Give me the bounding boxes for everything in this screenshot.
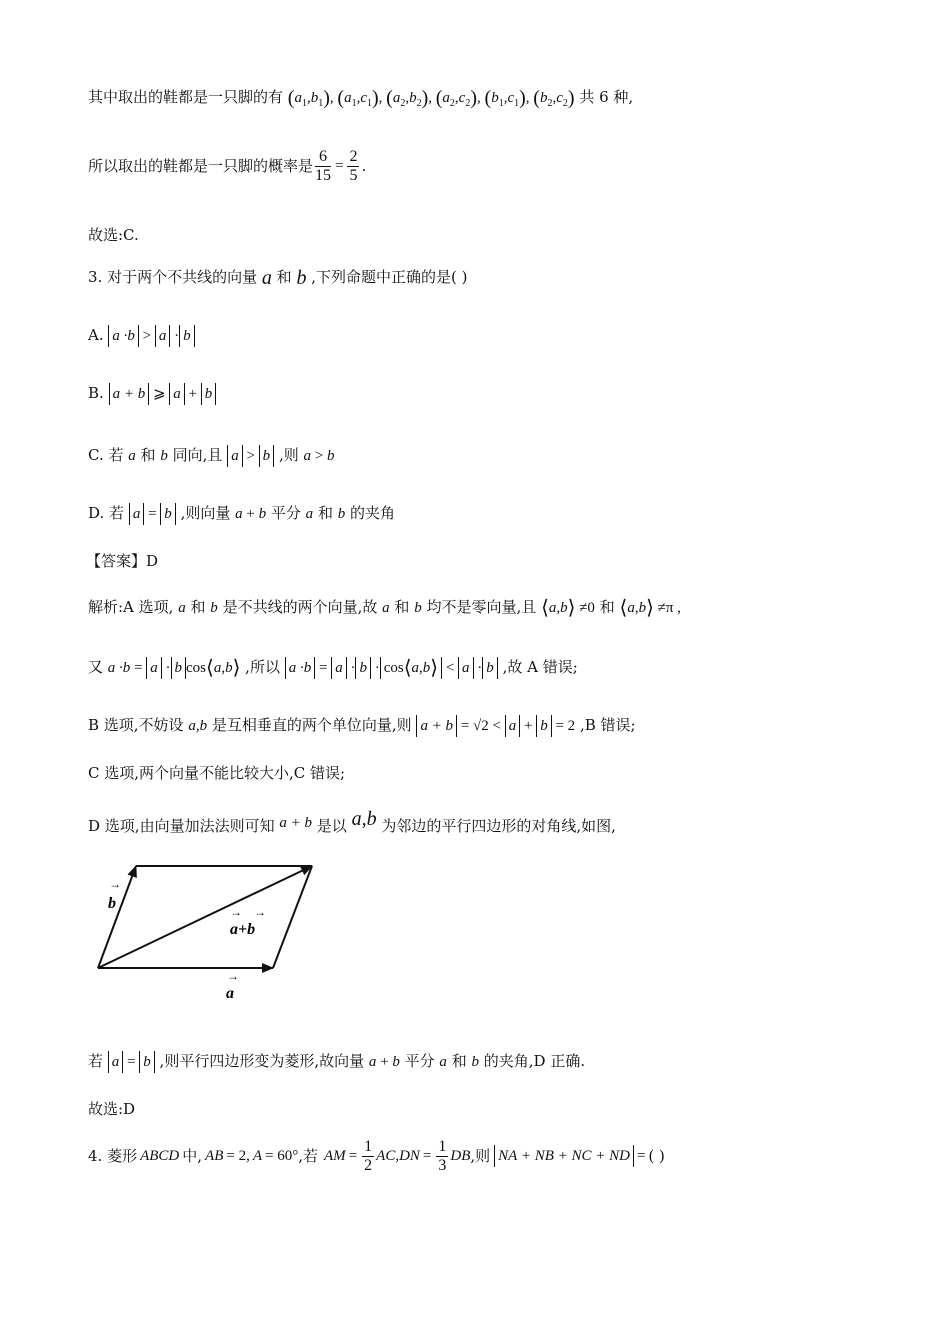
explain-text: 为邻边的平行四边形的对角线,如图, — [381, 817, 616, 835]
conjunction: 和 — [451, 1052, 467, 1070]
explain-text: 是不共线的两个向量,故 — [222, 598, 378, 616]
explanation-c: C 选项,两个向量不能比较大小,C 错误; — [88, 764, 346, 782]
abs-b: b — [179, 325, 195, 347]
fraction-6-15 — [315, 148, 331, 185]
explain-text: 的夹角,D 正确. — [483, 1052, 586, 1070]
explain-text: 是以 — [316, 817, 347, 835]
abs-a-plus-b: a + b — [109, 383, 150, 405]
shoe-pairs — [287, 87, 575, 109]
explain-text: 解析:A 选项, — [88, 598, 174, 616]
explain-text: ,故 A 错误; — [502, 658, 578, 676]
probability-line: 所以取出的鞋都是一只脚的概率是 $\frac{6}{15}$ = $\frac{2}{5}$ . — [88, 147, 367, 184]
parallelogram-figure — [88, 852, 348, 1012]
shoe-pair: $(a_2,b_2)$, — [386, 87, 436, 109]
svg-text:→: → — [109, 877, 121, 891]
choice-c-text: 故选:C. — [88, 226, 139, 244]
counting-line — [88, 86, 633, 115]
answer-label: 【答案】D — [86, 552, 159, 570]
explain-text: ,B 错误; — [579, 716, 636, 734]
explain-text: ,则平行四边形变为菱形,故向量 — [159, 1052, 365, 1070]
period: . — [361, 157, 367, 175]
question-4-stem: 4. 菱形 — [88, 1147, 138, 1165]
explain-text: 若 — [88, 1052, 104, 1070]
abs-a: a — [155, 325, 171, 347]
question-3 — [88, 266, 467, 289]
answer-blank: ( ) — [648, 1147, 665, 1165]
option-c-label: C. 若 — [88, 446, 124, 464]
conjunction: 和 — [317, 504, 333, 522]
explain-text: D 选项,由向量加法法则可知 — [88, 817, 275, 835]
probability-intro: 所以取出的鞋都是一只脚的概率是 — [88, 157, 314, 175]
abs-b: b — [201, 383, 217, 405]
choice-d-text: 故选:D — [88, 1100, 136, 1118]
question-4: 4. 菱形 ABCD 中, AB = 2, A = 60° ,若 AM = $\frac{1}{2}$ AC , DN = $\frac{1}{3}$ DB ,则 NA + NB + NC + ND = ( ) — [88, 1137, 665, 1174]
option-c: C. 若 a 和 b 同向,且 a > b ,则 a > b — [88, 444, 334, 467]
option-b: B. a + b ⩾ a + b — [88, 382, 216, 405]
explain-text: ,则 — [470, 1147, 491, 1165]
option-d: D. 若 a = b ,则向量 a + b 平分 a 和 b 的夹角 — [88, 502, 395, 525]
explain-text: ,所以 — [245, 658, 280, 676]
vector-b: b — [296, 267, 307, 289]
option-d-bisect: 平分 — [270, 504, 301, 522]
explanation-b: B 选项,不妨设 a,b 是互相垂直的两个单位向量,则 a + b = √2 < a + b = 2 ,B 错误; — [88, 714, 636, 737]
option-d-text: ,则向量 — [180, 504, 231, 522]
conjunction: 和 — [140, 446, 156, 464]
explanation-a-1: 解析:A 选项, a 和 b 是不共线的两个向量,故 a 和 b 均不是零向量,且 ⟨a,b⟩ ≠0 和 ⟨a,b⟩ ≠π , — [88, 597, 681, 619]
option-a-label: A. — [88, 326, 104, 344]
explain-text: 均不是零向量,且 — [426, 598, 537, 616]
label-a-plus-b: a+b — [230, 921, 256, 938]
counting-total: 共 6 种, — [579, 88, 634, 106]
option-d-angle: 的夹角 — [350, 504, 396, 522]
explanation-d-2: 若 a = b ,则平行四边形变为菱形,故向量 a + b 平分 a 和 b 的夹角,D 正确. — [88, 1050, 585, 1073]
option-c-text: 同向,且 — [172, 446, 223, 464]
option-a: A. a ·b > a · b — [88, 324, 195, 347]
conjunction: 和 — [394, 598, 410, 616]
numerator: 6 — [315, 148, 331, 167]
explain-text: B 选项,不妨设 — [88, 716, 184, 734]
label-b: b — [108, 895, 116, 912]
option-d-label: D. 若 — [88, 504, 125, 522]
explain-text: 是互相垂直的两个单位向量,则 — [211, 716, 412, 734]
conjunction: 和 — [599, 598, 615, 616]
conjunction: 和 — [190, 598, 206, 616]
svg-text:→: → — [254, 905, 266, 919]
denominator: 5 — [349, 166, 358, 184]
label-a: a — [226, 985, 234, 1002]
shoe-pair: $(a_1,b_1)$, — [287, 87, 338, 109]
shoe-pair: $(a_2,c_2)$, — [435, 87, 485, 109]
conjunction: 和 — [276, 268, 292, 286]
abs-a-dot-b: a ·b — [108, 325, 139, 347]
svg-text:→: → — [230, 905, 242, 919]
vector-a: a — [261, 267, 272, 289]
shoe-pair: $(a_1,c_1)$, — [337, 87, 387, 109]
explain-text: 中, — [182, 1147, 203, 1165]
explain-text: 平分 — [404, 1052, 435, 1070]
option-b-label: B. — [88, 384, 104, 402]
explanation-d: D 选项,由向量加法法则可知 a + b 是以 a,b 为邻边的平行四边形的对角线,如图, — [88, 808, 616, 835]
numerator: 2 — [349, 147, 358, 165]
shoe-pair: $(b_2,c_2)$ — [533, 87, 575, 109]
explanation-a-2: 又 a ·b = a · b cos⟨a,b⟩ ,所以 a ·b = a · b · cos⟨a,b⟩ < a · b ,故 A 错误; — [88, 657, 578, 679]
svg-text:→: → — [227, 969, 239, 983]
denominator: 15 — [315, 166, 332, 184]
question-3-stem: 3. 对于两个不共线的向量 — [88, 268, 258, 286]
abs-a: a — [169, 383, 185, 405]
explain-text: 又 — [88, 658, 104, 676]
question-3-tail: ,下列命题中正确的是( ) — [311, 268, 468, 286]
counting-intro: 其中取出的鞋都是一只脚的有 — [88, 88, 284, 106]
explain-text: ,若 — [298, 1147, 319, 1165]
shoe-pair: $(b_1,c_1)$, — [484, 87, 534, 109]
fraction-2-5 — [347, 148, 359, 185]
option-c-then: ,则 — [278, 446, 299, 464]
